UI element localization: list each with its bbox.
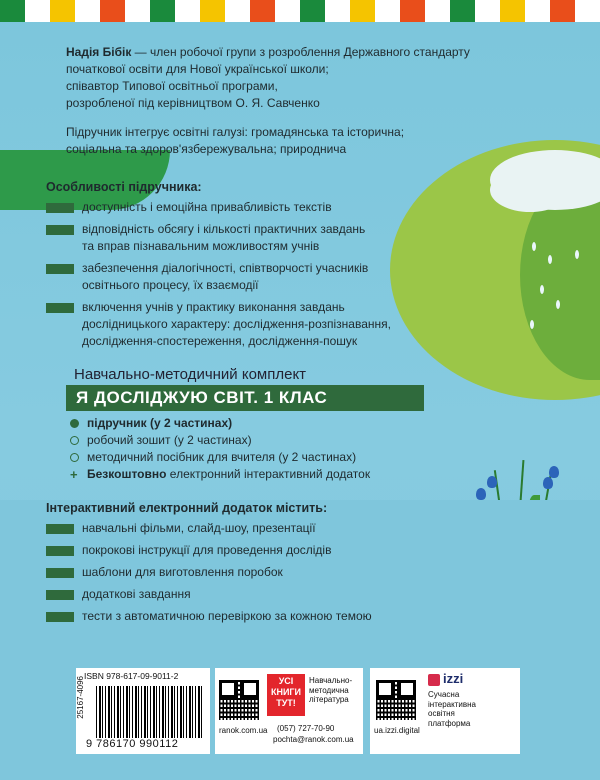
lit-3: література	[309, 695, 349, 704]
izzi-box	[370, 668, 520, 754]
isbn-box	[76, 668, 210, 754]
izzi-tagline	[428, 690, 476, 728]
ranok-box	[215, 668, 363, 754]
izzi-3: освітня	[428, 709, 455, 718]
interactive-item-label: додаткові завдання	[82, 587, 191, 601]
stripe	[250, 0, 275, 22]
plus-icon: +	[70, 467, 78, 482]
green-bar-icon	[46, 303, 74, 313]
red-label-3: ТУТ!	[276, 698, 296, 708]
kit-section	[46, 366, 504, 483]
kit-extra-text: електронний інтерактивний додаток	[166, 467, 371, 481]
feature-line: освітнього процесу, їх взаємодії	[82, 278, 259, 292]
isbn: ISBN 978-617-09-9011-2	[84, 671, 179, 681]
green-bar-icon	[46, 568, 74, 578]
integration-line1: Підручник інтегрує освітні галузі: громадянська та історична;	[66, 125, 405, 139]
integration-info	[66, 124, 504, 158]
author-line4: розробленої під керівництвом О. Я. Савченко	[66, 96, 320, 110]
feature-line: забезпечення діалогічності, співтворчості учасників	[82, 261, 369, 275]
red-label-2: КНИГИ	[270, 687, 302, 697]
feature-line: відповідність обсягу і кількості практичних завдань	[82, 222, 366, 236]
green-bar-icon	[46, 590, 74, 600]
green-bar-icon	[46, 524, 74, 534]
author-info	[66, 44, 504, 112]
kit-item	[70, 449, 504, 466]
feature-line: та вправ пізнавальним можливостям учнів	[82, 239, 320, 253]
stripe	[450, 0, 475, 22]
interactive-item-label: покрокові інструкції для проведення дослідів	[82, 543, 332, 557]
ranok-site[interactable]: ranok.com.ua	[219, 726, 268, 735]
interactive-item	[46, 542, 504, 559]
stripe	[525, 0, 550, 22]
green-bar-icon	[46, 546, 74, 556]
feature-line: дослідження-спостереження, дослідження-пошук	[82, 334, 358, 348]
features-title: Особливості підручника:	[46, 180, 202, 194]
izzi-1: Сучасна	[428, 690, 460, 699]
izzi-4: платформа	[428, 718, 471, 728]
stripe	[50, 0, 75, 22]
red-label-1: УСІ	[278, 676, 294, 686]
stripe	[350, 0, 375, 22]
red-books-label	[267, 674, 305, 716]
izzi-logo-icon	[428, 674, 440, 686]
stripe	[300, 0, 325, 22]
ranok-qr-code[interactable]	[219, 680, 259, 720]
stripe	[225, 0, 250, 22]
green-bar-icon	[46, 203, 74, 213]
kit-item	[70, 415, 504, 432]
feature-line: дослідницького характеру: дослідження-розпізнавання,	[82, 317, 391, 331]
interactive-section	[46, 501, 504, 625]
kit-item-label: методичний посібник для вчителя (у 2 частинах)	[87, 450, 357, 464]
stripe	[500, 0, 525, 22]
stripe	[375, 0, 400, 22]
stripe	[475, 0, 500, 22]
circle-icon	[70, 436, 79, 445]
kit-extra-bold: Безкоштовно	[87, 467, 167, 481]
interactive-item-label: тести з автоматичною перевіркою за кожною темою	[82, 609, 372, 623]
kit-item-label: робочий зошит (у 2 частинах)	[87, 433, 252, 447]
features-section	[46, 180, 504, 350]
interactive-item	[46, 586, 504, 603]
stripe	[550, 0, 575, 22]
barcode-digits: 9 786170 990112	[86, 738, 179, 750]
stripe	[275, 0, 300, 22]
stripe	[125, 0, 150, 22]
phone: (057) 727-70-90	[277, 724, 335, 733]
interactive-item	[46, 520, 504, 537]
top-stripes	[0, 0, 600, 22]
kit-item	[70, 432, 504, 449]
stripe	[175, 0, 200, 22]
barcode	[96, 686, 202, 738]
feature-line: включення учнів у практику виконання завдань	[82, 300, 345, 314]
stripe	[100, 0, 125, 22]
feature-line: доступність і емоційна привабливість текстів	[82, 200, 332, 214]
kit-title: Навчально-методичний комплект	[74, 366, 307, 383]
lit-1: Навчально-	[309, 676, 353, 685]
lit-2: методична	[309, 685, 349, 695]
stripe	[0, 0, 25, 22]
green-bar-icon	[46, 225, 74, 235]
izzi-site[interactable]: ua.izzi.digital	[374, 726, 420, 735]
interactive-item	[46, 564, 504, 581]
stripe	[150, 0, 175, 22]
interactive-item	[46, 608, 504, 625]
feature-item	[46, 299, 504, 350]
stripe	[25, 0, 50, 22]
email[interactable]: pochta@ranok.com.ua	[273, 735, 354, 744]
feature-item	[46, 260, 504, 294]
green-bar-icon	[46, 612, 74, 622]
author-name: Надія Бібік	[66, 45, 132, 59]
author-line1: — член робочої групи з розроблення Державного стандарту	[131, 45, 470, 59]
interactive-title: Інтерактивний електронний додаток містить:	[46, 501, 328, 515]
content-panel	[46, 40, 504, 625]
integration-line2: соціальна та здоров'язбережувальна; природнича	[66, 142, 347, 156]
author-line2: початкової освіти для Нової української школи;	[66, 62, 329, 76]
izzi-qr-code[interactable]	[376, 680, 416, 720]
feature-item	[46, 221, 504, 255]
author-line3: співавтор Типової освітньої програми,	[66, 79, 278, 93]
stripe	[400, 0, 425, 22]
stripe	[575, 0, 600, 22]
interactive-item-label: навчальні фільми, слайд-шоу, презентації	[82, 521, 316, 535]
feature-item	[46, 199, 504, 216]
interactive-list	[46, 520, 504, 625]
filled-circle-icon	[70, 419, 79, 428]
kit-extra	[70, 466, 504, 483]
kit-banner: Я ДОСЛІДЖУЮ СВІТ. 1 КЛАС	[66, 385, 424, 411]
kit-item-label: підручник (у 2 частинах)	[87, 416, 233, 430]
stripe	[325, 0, 350, 22]
stripe	[425, 0, 450, 22]
features-list	[46, 199, 504, 350]
izzi-2: інтерактивна	[428, 699, 476, 709]
stripe	[200, 0, 225, 22]
izzi-logo: izzi	[443, 671, 464, 686]
interactive-item-label: шаблони для виготовлення поробок	[82, 565, 283, 579]
kit-list	[70, 415, 504, 466]
lit-label	[309, 676, 352, 705]
stripe	[75, 0, 100, 22]
circle-icon	[70, 453, 79, 462]
barcode-side-number: 25167-4096	[76, 676, 85, 719]
green-bar-icon	[46, 264, 74, 274]
